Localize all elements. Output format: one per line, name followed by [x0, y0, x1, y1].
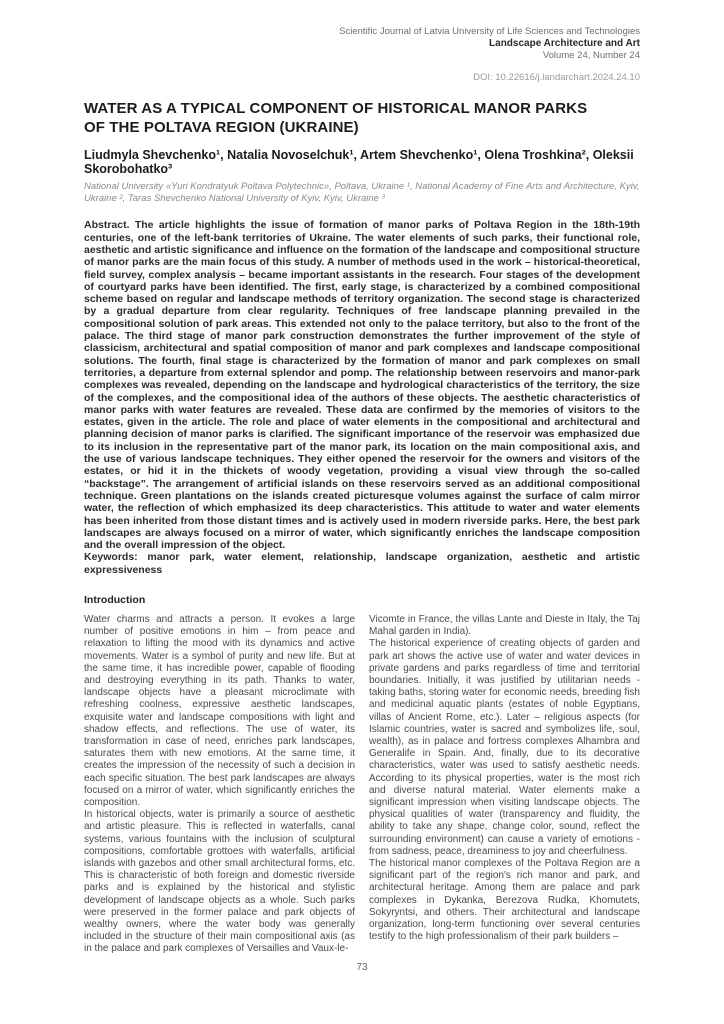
- keywords: Keywords: manor park, water element, relationship, landscape organization, aesthetic and artistic expressiveness: [84, 551, 640, 576]
- journal-header: [84, 26, 640, 61]
- abstract-block: [84, 219, 640, 576]
- authors: Liudmyla Shevchenko¹, Natalia Novoselchuk¹, Artem Shevchenko¹, Olena Troshkina², Oleksii Skorobohatko³: [84, 147, 634, 177]
- introduction-columns: [84, 614, 640, 956]
- intro-paragraph: The historical manor complexes of the Poltava Region are a significant part of the region's rich manor and park, and architectural heritage. Among them are palace and park complexes in Dykanka, Berezova Rudka, Khomutets, Sokyryntsi, and others. Their architectural and landscape organization, long-term functioning over several centuries testify to the high professionalism of their park builders –: [369, 858, 640, 943]
- right-column: [369, 614, 640, 956]
- article-title-line-1: WATER AS A TYPICAL COMPONENT OF HISTORICAL MANOR PARKS: [84, 100, 588, 118]
- affiliations: National University «Yuri Kondratyuk Poltava Polytechnic», Poltava, Ukraine ¹, National Academy of Fine Arts and Architecture, Kyiv, Ukraine ², Taras Shevchenko National University of Kyiv, Kyiv, Ukraine ³: [84, 180, 640, 205]
- intro-paragraph: In historical objects, water is primarily a source of aesthetic and artistic pleasure. This is reflected in waterfalls, canal systems, various fountains with the inclusion of sculptural compositions, comfortable grottoes with waterfalls, artificial islands with gazebos and other small architectural forms, etc. This is characteristic of both foreign and domestic riverside parks and is explained by the historical and stylistic development of landscape objects as a whole. Such parks were preserved in the former palace and park objects of wealthy owners, where the water body was generally included in the structure of their main compositional axis (as in the palace and park complexes of Versailles and Vaux-le-: [84, 809, 355, 955]
- doi: DOI: 10.22616/j.landarchart.2024.24.10: [473, 72, 640, 84]
- intro-paragraph: The historical experience of creating objects of garden and park art shows the active use of water and water devices in private gardens and parks regardless of time and territorial boundaries. Initially, it was justified by utilitarian needs - taking baths, storing water for economic needs, breeding fish and medicinal aquatic plants (estates of noble Egyptians, villas of Ancient Rome, etc.). Later – religious aspects (for Islamic countries, water is sacred and symbolizes life, soul, wealth), as in palace and fortress complexes Alhambra and Generalife in Spain. And, finally, due to its decorative characteristics, water was used to satisfy aesthetic needs. According to its physical properties, water is the most rich and diverse natural material. Water elements make a significant impression when visiting landscape objects. The physical qualities of water (transparency and fluidity, the ability to take any shape, change color, sound, reflect the surrounding environment) can cause a variety of emotions - from sadness, peace, dreaminess to joy and cheerfulness.: [369, 638, 640, 857]
- journal-name: Scientific Journal of Latvia University of Life Sciences and Technologies: [339, 26, 640, 37]
- abstract-text: Abstract. The article highlights the issue of formation of manor parks of Poltava Region in the 18th-19th centuries, one of the left-bank territories of Ukraine. The water elements of such parks, their functional role, aesthetic and artistic significance and influence on the formation of the landscape and compositional structure of manor parks are the main focus of this study. A number of methods used in the work – historical-theoretical, field survey, complex analysis – became important assistants in the research. Four stages of the development of courtyard parks have been identified. The first, early stage, is characterized by a combined compositional scheme based on regular and landscape methods of territory organization. The second stage is characterized by a gradual departure from clear regularity. Techniques of free landscape planning prevailed in the compositional solution of park areas. This extended not only to the palace territory, but also to the front of the palace. The third stage of manor park construction demonstrates the further improvement of the style of classicism, architectural and spatial composition of manor and park complexes and landscape compositional solutions. The fourth, final stage is characterized by the formation of manor and park complexes on small territories, a departure from external splendor and pomp. The relationship between reservoirs and manor-park complexes was revealed, depending on the landscape and hydrological characteristics of the territory, the size of the complexes, and the compositional idea of the authors of these objects. The aesthetic characteristics of manor parks with water features are revealed. These data are confirmed by the memories of visitors to the estates, given in the article. The role and place of water elements in the compositional and architectural and planning decision of manor parks is clarified. The significant importance of the reservoir was emphasized due to its inclusion in the representative part of the manor park, its location on the main compositional axis, and the use of various landscape techniques. They either opened the reservoir for the owners and visitors of the estates, or hid it in the thickets of woody vegetation, providing a visual view through the so-called “backstage”. The arrangement of artificial islands on these reservoirs served as an additional compositional technique. Green plantations on the islands created picturesque volumes against the surface of calm mirror water, the reflection of which emphasized its deep characteristics. This attitude to water and water elements has been inherited from those distant times and is actively used in modern riverside parks. Here, the best park landscapes are always focused on a mirror of water, which significantly enriches the landscape composition and the overall impression of the object.: [84, 219, 640, 552]
- journal-title: Landscape Architecture and Art: [489, 37, 640, 49]
- left-column: [84, 614, 355, 956]
- journal-volume: Volume 24, Number 24: [542, 49, 640, 61]
- intro-paragraph: Vicomte in France, the villas Lante and Dieste in Italy, the Taj Mahal garden in India).: [369, 613, 640, 638]
- page-number: 73: [356, 962, 368, 973]
- introduction-heading: Introduction: [84, 593, 146, 606]
- article-title: [84, 100, 640, 137]
- article-title-line-2: OF THE POLTAVA REGION (UKRAINE): [84, 118, 359, 136]
- intro-paragraph: Water charms and attracts a person. It evokes a large number of positive emotions in him – from peace and relaxation to lifting the mood with its dynamics and active movements. Water is a symbol of purity and new life. But at the same time, it has incredible power, capable of flooding and destroying everything in its path. Thanks to water, landscape objects have a pleasant microclimate with refreshing coolness, expressive aesthetic landscapes, exquisite water and landscape compositions with light and shadow effects, and reflections. The use of water, its transformation in case of need, enriches park landscapes, saturates them with new emotions. At the same time, it creates the impression of the necessity of such a decision in each specific situation. The best park landscapes are always focused on a mirror of water, which significantly enriches the composition.: [84, 613, 355, 809]
